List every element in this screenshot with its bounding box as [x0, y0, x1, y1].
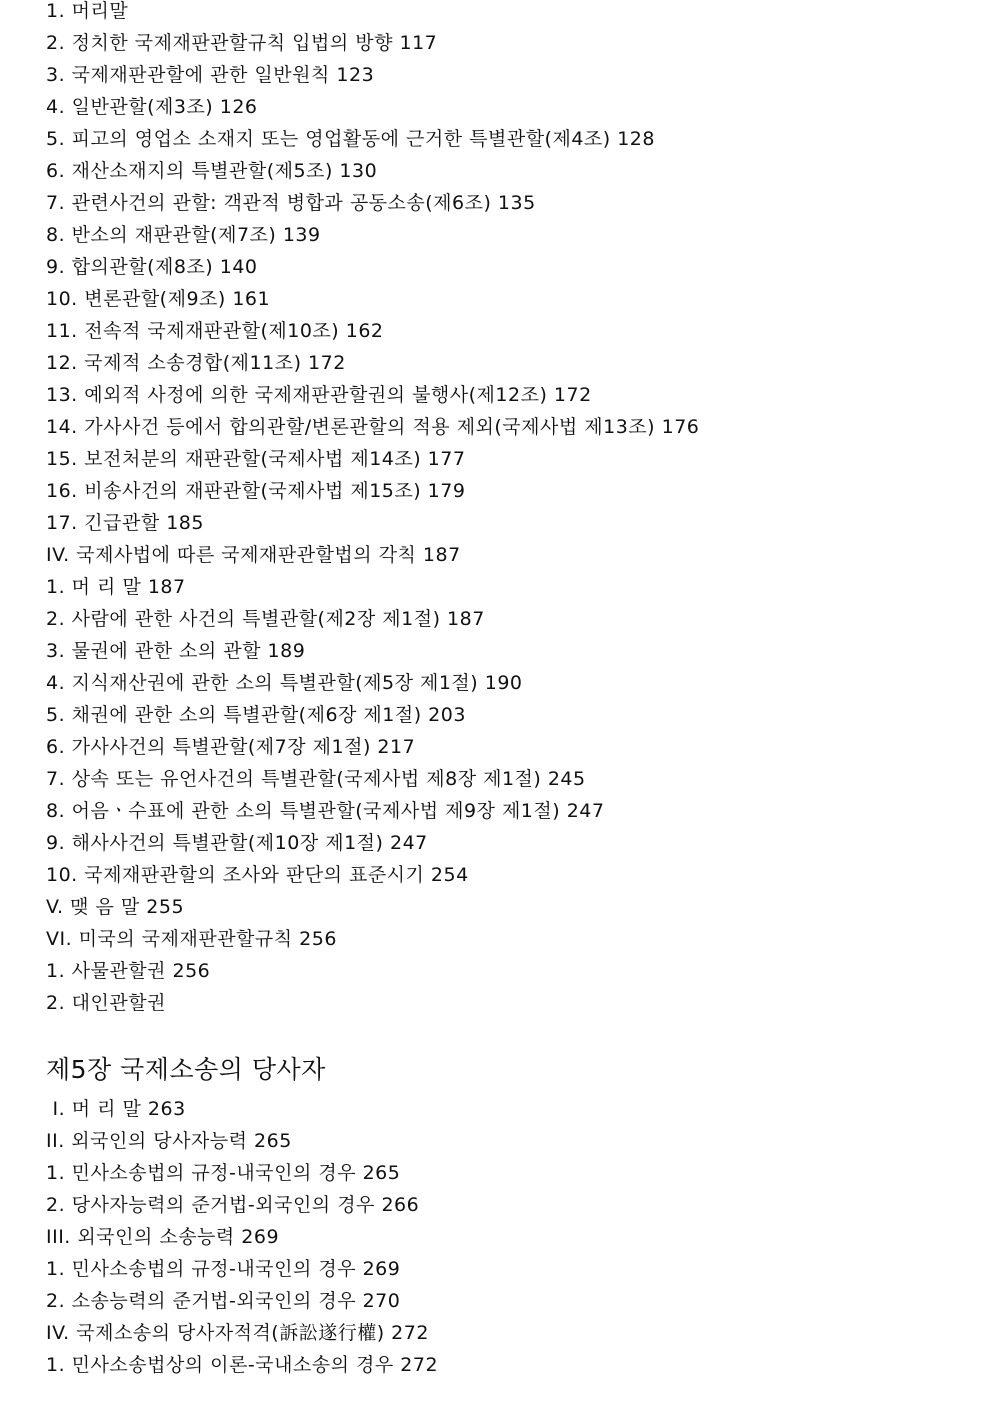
toc-item: 8. 어음ㆍ수표에 관한 소의 특별관할(국제사법 제9장 제1절) 247: [46, 800, 605, 822]
toc-item: 7. 상속 또는 유언사건의 특별관할(국제사법 제8장 제1절) 245: [46, 768, 586, 790]
toc-item: 10. 국제재판관할의 조사와 판단의 표준시기 254: [46, 864, 469, 886]
document-page: [46, 0, 966, 1381]
toc-item: 10. 변론관할(제9조) 161: [46, 288, 271, 310]
toc-item: 6. 재산소재지의 특별관할(제5조) 130: [46, 160, 378, 182]
toc-section-item: I. 머 리 말 263: [46, 1098, 186, 1120]
toc-item: 11. 전속적 국제재판관할(제10조) 162: [46, 320, 384, 342]
toc-item: 4. 지식재산권에 관한 소의 특별관할(제5장 제1절) 190: [46, 672, 523, 694]
toc-item: 2. 소송능력의 준거법-외국인의 경우 270: [46, 1290, 401, 1312]
toc-item: 15. 보전처분의 재판관할(국제사법 제14조) 177: [46, 448, 466, 470]
toc-section-item: IV. 국제소송의 당사자적격(訴訟遂行權) 272: [46, 1322, 429, 1344]
toc-section-item: VI. 미국의 국제재판관할규칙 256: [46, 928, 337, 950]
toc-section-item: II. 외국인의 당사자능력 265: [46, 1130, 292, 1152]
toc-item: 1. 사물관할권 256: [46, 960, 211, 982]
toc-item: 17. 긴급관할 185: [46, 512, 204, 534]
toc-item: 5. 피고의 영업소 소재지 또는 영업활동에 근거한 특별관할(제4조) 128: [46, 128, 655, 150]
toc-item: 8. 반소의 재판관할(제7조) 139: [46, 224, 321, 246]
toc-section-item: III. 외국인의 소송능력 269: [46, 1226, 280, 1248]
toc-item: 3. 물권에 관한 소의 관할 189: [46, 640, 306, 662]
toc-section-item: V. 맺 음 말 255: [46, 896, 185, 918]
toc-item: 1. 머리말: [46, 0, 129, 22]
toc-item: 9. 합의관할(제8조) 140: [46, 256, 258, 278]
chapter-heading: 제5장 국제소송의 당사자: [46, 1055, 326, 1084]
toc-item: 2. 당사자능력의 준거법-외국인의 경우 266: [46, 1194, 420, 1216]
toc-item: 5. 채권에 관한 소의 특별관할(제6장 제1절) 203: [46, 704, 466, 726]
toc-item: 2. 사람에 관한 사건의 특별관할(제2장 제1절) 187: [46, 608, 485, 630]
toc-item: 3. 국제재판관할에 관한 일반원칙 123: [46, 64, 375, 86]
toc-item: 1. 민사소송법의 규정-내국인의 경우 269: [46, 1258, 401, 1280]
toc-list-upper: [46, 0, 966, 1019]
toc-item: 14. 가사사건 등에서 합의관할/변론관할의 적용 제외(국제사법 제13조) 176: [46, 416, 700, 438]
toc-item: 9. 해사사건의 특별관할(제10장 제1절) 247: [46, 832, 428, 854]
toc-item: 12. 국제적 소송경합(제11조) 172: [46, 352, 346, 374]
toc-item: 2. 정치한 국제재판관할규칙 입법의 방향 117: [46, 32, 438, 54]
toc-item: 1. 머 리 말 187: [46, 576, 186, 598]
toc-item: 2. 대인관할권: [46, 992, 166, 1014]
toc-item: 4. 일반관할(제3조) 126: [46, 96, 258, 118]
toc-item: 7. 관련사건의 관할: 객관적 병합과 공동소송(제6조) 135: [46, 192, 536, 214]
toc-item: 1. 민사소송법상의 이론-국내소송의 경우 272: [46, 1354, 439, 1376]
toc-list-chapter5: [46, 1093, 966, 1381]
toc-section-item: IV. 국제사법에 따른 국제재판관할법의 각칙 187: [46, 544, 461, 566]
toc-item: 13. 예외적 사정에 의한 국제재판관할권의 불행사(제12조) 172: [46, 384, 592, 406]
toc-item: 16. 비송사건의 재판관할(국제사법 제15조) 179: [46, 480, 466, 502]
toc-item: 6. 가사사건의 특별관할(제7장 제1절) 217: [46, 736, 416, 758]
toc-item: 1. 민사소송법의 규정-내국인의 경우 265: [46, 1162, 401, 1184]
